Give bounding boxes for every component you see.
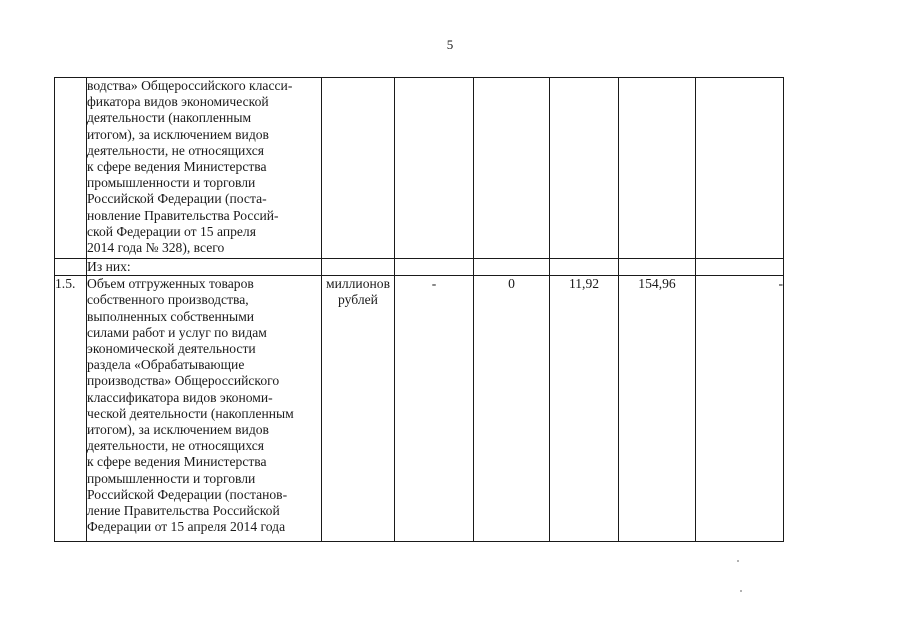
value-cell: - xyxy=(696,276,784,542)
unit-cell xyxy=(322,78,395,259)
value-cell xyxy=(619,259,696,276)
value-cell xyxy=(474,78,550,259)
description-line: итогом), за исключением видов xyxy=(87,126,269,142)
indicator-description xyxy=(87,78,322,259)
value-cell: - xyxy=(395,276,474,542)
value-cell xyxy=(619,78,696,259)
description-line: Российской Федерации (постанов- xyxy=(87,486,288,502)
table-row-continued xyxy=(55,78,784,259)
description-line: Федерации от 15 апреля 2014 года xyxy=(87,519,286,535)
indicators-table xyxy=(54,77,784,542)
description-line: водства» Общероссийского класси- xyxy=(87,78,293,93)
page-number: 5 xyxy=(446,37,454,52)
row-number-cell: 1.5. xyxy=(55,276,87,542)
value-cell xyxy=(550,259,619,276)
value-cell: 0 xyxy=(474,276,550,542)
description-line: раздела «Обрабатывающие xyxy=(87,357,245,373)
value-cell xyxy=(696,259,784,276)
description-line: ление Правительства Российской xyxy=(87,503,280,519)
description-line: производства» Общероссийского xyxy=(87,373,280,389)
description-line: к сфере ведения Министерства xyxy=(87,454,267,470)
description-line: 2014 года № 328), всего xyxy=(87,240,225,256)
indicator-description xyxy=(87,276,322,542)
description-line: силами работ и услуг по видам xyxy=(87,324,267,340)
unit-cell xyxy=(322,259,395,276)
value-cell xyxy=(395,259,474,276)
value-cell xyxy=(474,259,550,276)
value-cell xyxy=(550,78,619,259)
value-cell: 154,96 xyxy=(619,276,696,542)
scan-speck xyxy=(737,560,739,562)
description-line: деятельности, не относящихся xyxy=(87,438,265,454)
description-line: ческой деятельности (накопленным xyxy=(87,405,294,421)
unit-label: рублей xyxy=(338,292,378,308)
value-cell xyxy=(395,78,474,259)
value-cell xyxy=(696,78,784,259)
description-line: Российской Федерации (поста- xyxy=(87,191,267,207)
description-line: Объем отгруженных товаров xyxy=(87,276,254,292)
table-row-subheading xyxy=(55,259,784,276)
subheading-cell: Из них: xyxy=(87,259,322,276)
description-line: экономической деятельности xyxy=(87,341,256,357)
row-number-cell xyxy=(55,259,87,276)
description-line: деятельности (накопленным xyxy=(87,110,252,126)
unit-cell xyxy=(322,276,395,542)
description-line: деятельности, не относящихся xyxy=(87,142,265,158)
value-cell: 11,92 xyxy=(550,276,619,542)
description-line: к сфере ведения Министерства xyxy=(87,159,267,175)
unit-label: миллионов xyxy=(325,276,390,292)
description-line: промышленности и торговли xyxy=(87,175,256,191)
table-row-1-5 xyxy=(55,276,784,542)
description-line: новление Правительства Россий- xyxy=(87,207,279,223)
description-line: выполненных собственными xyxy=(87,308,255,324)
description-line: собственного производства, xyxy=(87,292,249,308)
description-line: классификатора видов экономи- xyxy=(87,389,273,405)
row-number-cell xyxy=(55,78,87,259)
description-line: итогом), за исключением видов xyxy=(87,422,269,438)
scan-speck xyxy=(740,590,742,592)
description-line: фикатора видов экономической xyxy=(87,94,269,110)
description-line: ской Федерации от 15 апреля xyxy=(87,223,256,239)
description-line: промышленности и торговли xyxy=(87,470,256,486)
